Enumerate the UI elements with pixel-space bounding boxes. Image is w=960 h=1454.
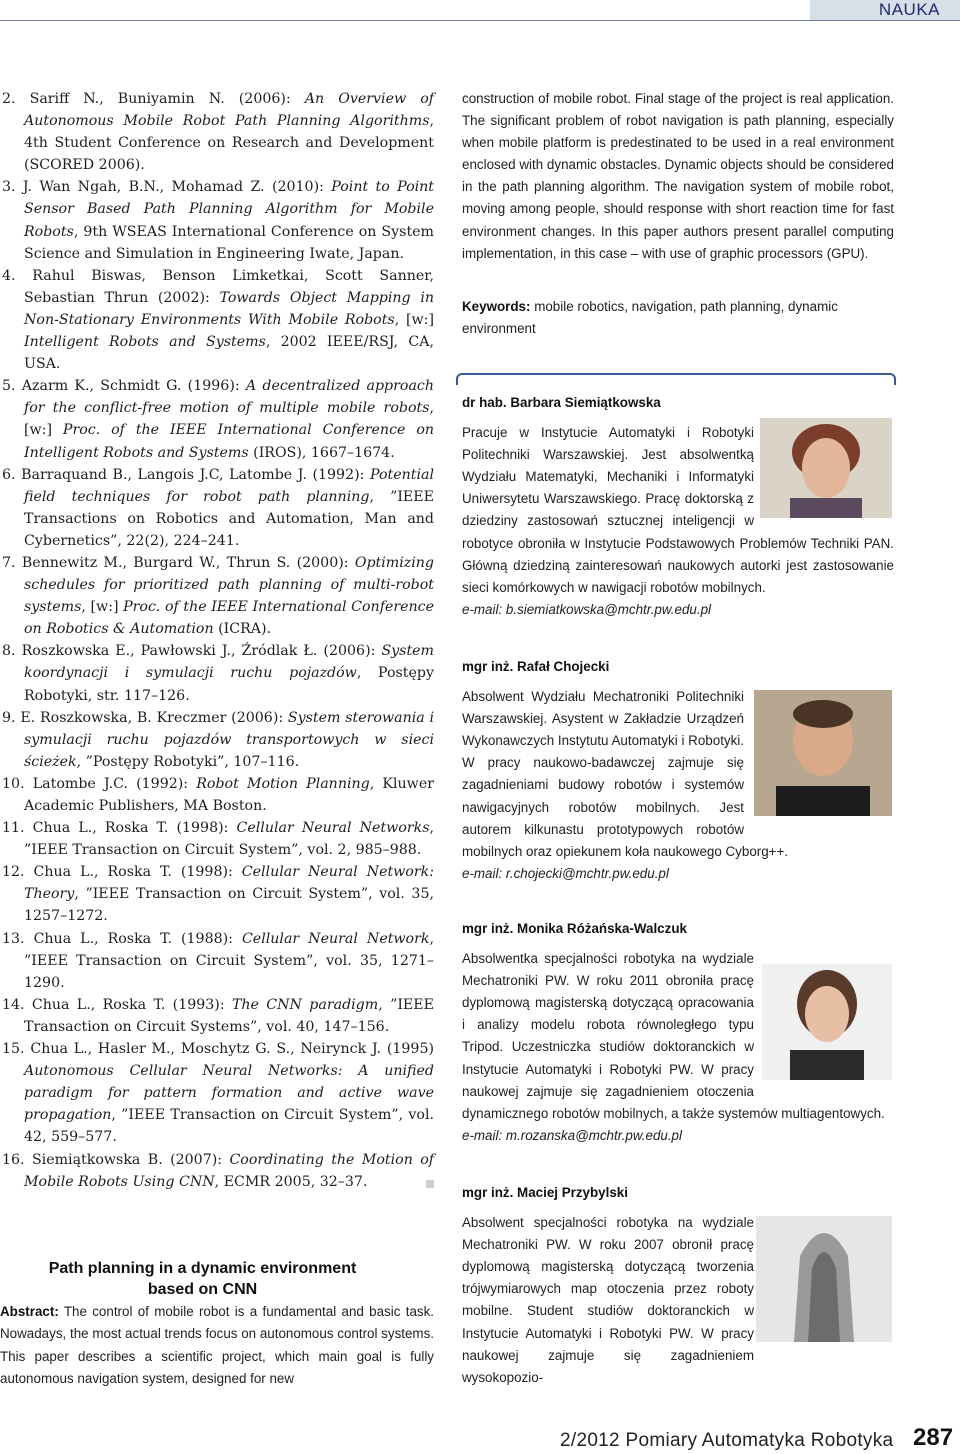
reference-title: The CNN paradigm (231, 996, 379, 1013)
reference-text: , 9th WSEAS International Conference on System Science and Simulation in Engineering Iwate, Japan. (24, 223, 434, 262)
reference-number: 16. (2, 1151, 32, 1168)
footer-journal: 2/2012 Pomiary Automatyka Robotyka (560, 1430, 894, 1451)
reference-item (0, 552, 434, 640)
reference-text: , 2002 IEEE/RSJ, CA, USA. (24, 334, 435, 373)
reference-title: System koordynacji i symulacji ruchu pojazdów (24, 643, 435, 682)
reference-title: Autonomous Cellular Neural Networks: A unified paradigm for pattern formation and active wave propagation (24, 1063, 434, 1124)
reference-text: , ”Postępy Robotyki”, 107–116. (76, 753, 300, 770)
keywords-label: Keywords: (462, 299, 531, 314)
reference-title: Cellular Neural Network: Theory (24, 864, 435, 903)
references-list (0, 88, 434, 1193)
reference-number: 14. (2, 996, 32, 1013)
author-name: mgr inż. Maciej Przybylski (462, 1185, 628, 1200)
reference-text: Chua L., Roska T. (1988): (33, 930, 242, 947)
english-title-line1: Path planning in a dynamic environment (48, 1260, 357, 1277)
reference-number: 6. (2, 466, 22, 483)
reference-text: Rahul Biswas, Benson Limketkai, Scott Sanner, Sebastian Thrun (2002): (24, 267, 434, 306)
reference-item (0, 375, 434, 463)
reference-text: , ”IEEE Transaction on Circuit System”, vol. 42, 559–577. (24, 1107, 434, 1146)
reference-item (0, 265, 434, 375)
end-square-marker (426, 1180, 434, 1188)
reference-text: , [w:] (81, 599, 124, 616)
reference-item (0, 994, 434, 1038)
reference-text: Roszkowska E., Pawłowski J., Źródlak Ł. (2006): (21, 643, 382, 660)
reference-text: Chua L., Hasler M., Moschytz G. S., Neirynck J. (1995) (30, 1041, 435, 1058)
reference-text: J. Wan Ngah, B.N., Mohamad Z. (2010): (22, 179, 332, 196)
reference-text: , ”IEEE Transaction on Circuit System”, vol. 35, 1271–1290. (24, 930, 434, 991)
reference-text: , [w:] (24, 400, 434, 439)
author-photo-siemiatkowska (760, 418, 892, 518)
reference-text: Sariff N., Buniyamin N. (2006): (29, 91, 305, 107)
reference-title: Intelligent Robots and Systems (24, 334, 266, 351)
reference-number: 11. (2, 820, 33, 837)
reference-title: System sterowania i symulacji ruchu pojazdów transportowych w sieci ścieżek (24, 709, 435, 770)
author-name: mgr inż. Monika Różańska-Walczuk (462, 921, 687, 936)
reference-text: , ”IEEE Transactions on Robotics and Automation, Man and Cybernetics”, 22(2), 224–241. (24, 488, 434, 549)
abstract-text-start: The control of mobile robot is a fundamental and basic task. Nowadays, the most actual trends focus on autonomous control systems. This paper describes a scientific project, which main goal is fully autonomous navigation system, designed for new (0, 1304, 434, 1386)
reference-title: Proc. of the IEEE International Conference on Robotics & Automation (24, 599, 434, 638)
reference-text: , ”IEEE Transaction on Circuit System”, vol. 35, 1257–1272. (24, 886, 434, 925)
reference-title: Potential field techniques for robot path planning (24, 466, 434, 505)
reference-item (0, 176, 434, 264)
reference-item (0, 928, 434, 994)
reference-text: Chua L., Roska T. (1998): (33, 864, 242, 881)
reference-item (0, 640, 434, 706)
reference-text: , 4th Student Conference on Research and Development (SCORED 2006). (24, 113, 434, 174)
author-photo-chojecki (754, 690, 892, 816)
reference-item (0, 1149, 434, 1193)
reference-text: Bennewitz M., Burgard W., Thrun S. (2000): (21, 554, 355, 571)
reference-item (0, 464, 434, 552)
english-abstract (0, 1301, 434, 1390)
author-email: e-mail: r.chojecki@mchtr.pw.edu.pl (462, 865, 669, 881)
reference-title: Coordinating the Motion of Mobile Robots Using CNN (24, 1151, 435, 1190)
reference-number: 9. (2, 709, 21, 726)
reference-text: Azarm K., Schmidt G. (1996): (21, 378, 246, 395)
author-photo-przybylski (756, 1216, 892, 1342)
reference-text: , ”IEEE Transaction on Circuit System”, vol. 2, 985–988. (24, 820, 435, 859)
reference-text: , [w:] (394, 311, 434, 328)
reference-number: 3. (2, 179, 23, 196)
reference-number: 13. (2, 930, 34, 947)
reference-text: Chua L., Roska T. (1998): (32, 820, 237, 837)
author-bio: Absolwentka specjalności robotyka na wydziale Mechatroniki PW. W roku 2011 obroniła pracę dyplomową magisterską dotyczącą opracowania i analizy modelu robota równoległego typu Tripod. Uczestniczka studiów doktoranckich w Instytucie Automatyki i Robotyki PW. W pracy naukowej zajmuje się zagadnieniem otoczenia dynamicznego robotów mobilnych, a także systemów multiagentowych. (462, 951, 885, 1121)
author-email: e-mail: b.siemiatkowska@mchtr.pw.edu.pl (462, 601, 712, 617)
reference-title: Robot Motion Planning (196, 775, 370, 792)
keywords-text: mobile robotics, navigation, path planning, dynamic environment (462, 299, 838, 337)
reference-text: (ICRA). (213, 621, 272, 638)
reference-number: 4. (2, 267, 33, 284)
abstract-label: Abstract: (0, 1304, 59, 1319)
reference-title: Point to Point Sensor Based Path Planning Algorithm for Mobile Robots (24, 179, 435, 240)
reference-text: Chua L., Roska T. (1993): (31, 996, 232, 1013)
reference-text: (IROS), 1667–1674. (248, 444, 395, 461)
reference-number: 12. (2, 864, 34, 881)
english-title-line2: based on CNN (147, 1281, 258, 1298)
reference-title: An Overview of Autonomous Mobile Robot Path Planning Algorithms (24, 91, 434, 130)
reference-number: 2. (2, 91, 30, 107)
reference-item (0, 707, 434, 773)
reference-text: , Kluwer Academic Publishers, MA Boston. (24, 775, 434, 814)
page-number: 287 (913, 1424, 954, 1451)
header-rule (0, 20, 960, 21)
reference-item (0, 773, 434, 817)
reference-number: 5. (2, 378, 22, 395)
reference-text: , ECMR 2005, 32–37. (214, 1173, 368, 1190)
reference-number: 7. (2, 554, 22, 571)
reference-text: E. Roszkowska, B. Kreczmer (2006): (20, 709, 288, 726)
section-label: NAUKA (878, 0, 940, 19)
author-bio: Absolwent Wydziału Mechatroniki Politechniki Warszawskiej. Asystent w Zakładzie Urządzeń Wykonawczych Instytutu Automatyki i Robotyki. W pracy naukowo-badawczej zajmuje się zagadnieniami budowy robotów i systemów nawigacyjnych robotów mobilnych. Jest autorem kilkunastu prototypowych robotów mobilnych oraz opiekunem koła naukowego Cyborg++. (462, 689, 789, 859)
authors-bracket (456, 373, 896, 385)
abstract-continued: construction of mobile robot. Final stage of the project is real application. The significant problem of robot navigation is path planning, especially when mobile platform is predestinated to be used in a real environment enclosed with dynamic obstacles. Dynamic objects should be considered in the path planning algorithm. The navigation system of mobile robot, moving among people, should response with short reaction time for fast environment changes. In this paper authors present parallel computing implementation, in this case – with use of graphic processors (GPU). (462, 91, 894, 261)
reference-text: Barraquand B., Langois J.C, Latombe J. (1992): (21, 466, 371, 483)
keywords (462, 296, 894, 340)
reference-text: Siemiątkowska B. (2007): (31, 1151, 230, 1168)
reference-number: 8. (2, 643, 22, 660)
reference-title: Cellular Neural Network (241, 930, 430, 947)
reference-item (0, 1038, 434, 1148)
author-name: dr hab. Barbara Siemiątkowska (462, 395, 661, 410)
author-photo-rozanska-walczuk (762, 964, 892, 1080)
reference-title: Optimizing schedules for prioritized path planning of multi-robot systems (24, 554, 435, 616)
author-email: e-mail: m.rozanska@mchtr.pw.edu.pl (462, 1127, 682, 1143)
english-title (0, 1258, 405, 1300)
reference-title: Towards Object Mapping in Non-Stationary Environments With Mobile Robots (24, 289, 434, 328)
author-name: mgr inż. Rafał Chojecki (462, 659, 610, 674)
reference-text: , Postępy Robotyki, str. 117–126. (24, 665, 434, 704)
reference-text: , ”IEEE Transaction on Circuit Systems”, vol. 40, 147–156. (24, 996, 434, 1035)
reference-item (0, 861, 434, 927)
reference-title: A decentralized approach for the conflict-free motion of multiple mobile robots (24, 378, 435, 417)
reference-item (0, 817, 434, 861)
reference-item (0, 88, 434, 176)
reference-title: Cellular Neural Networks (236, 820, 430, 837)
author-bio: Pracuje w Instytucie Automatyki i Robotyki Politechniki Warszawskiej. Jest absolwentką Wydziału Matematyki, Mechaniki i Informatyki Uniwersytetu Warszawskiego. Pracę doktorską z dziedziny zastosowań sztucznej inteligencji w robotyce obroniła w Instytucie Podstawowych Problemów Techniki PAN. Główną dziedziną zainteresowań naukowych autorki jest zastosowanie sieci komórkowych w nawigacji robotów mobilnych. (462, 425, 894, 595)
reference-title: Proc. of the IEEE International Conference on Intelligent Robots and Systems (24, 422, 434, 461)
reference-number: 15. (2, 1041, 31, 1058)
reference-number: 10. (2, 775, 33, 792)
reference-text: Latombe J.C. (1992): (32, 775, 197, 792)
author-bio: Absolwent specjalności robotyka na wydziale Mechatroniki PW. W roku 2007 obronił pracę dyplomową magisterską dotyczącą tworzenia trójwymiarowych map otoczenia przez roboty mobilne. Student studiów doktoranckich w Instytucie Automatyki i Robotyki PW. W pracy naukowej zajmuje się zagadnieniem wysokopozio- (462, 1215, 754, 1385)
